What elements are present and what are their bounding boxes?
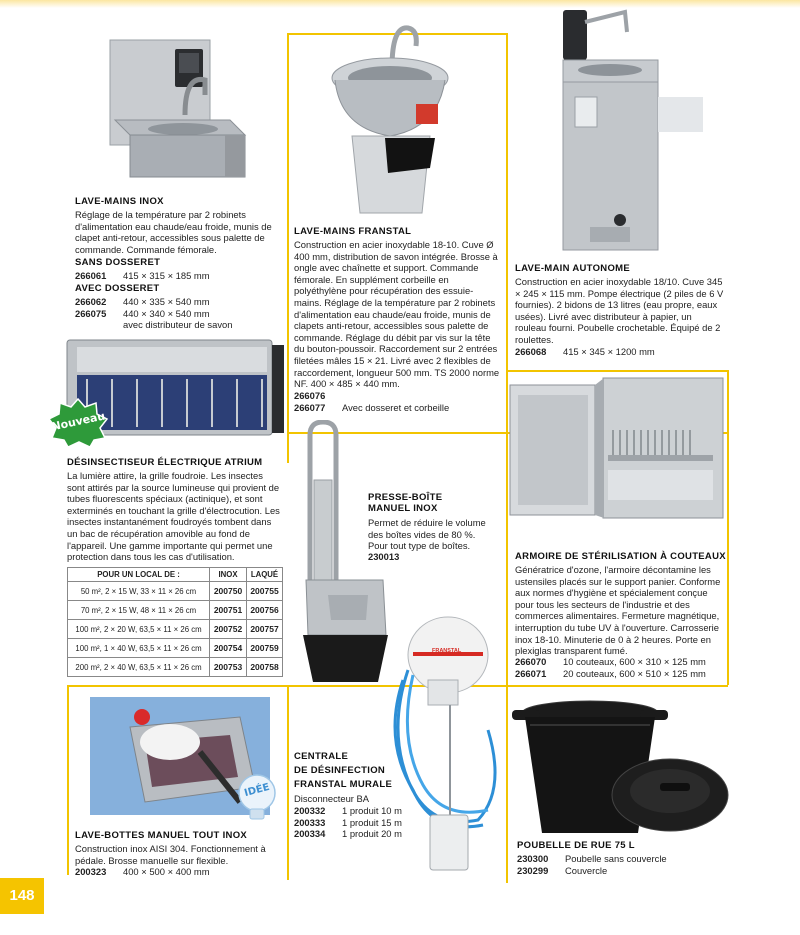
ref-line (517, 853, 707, 865)
table-header: POUR UN LOCAL DE : (68, 568, 210, 582)
presse-boite-description: Permet de réduire le volume des boîtes vides de 80 %. Pour tout type de boîtes. (368, 517, 486, 552)
armoire-title: ARMOIRE DE STÉRILISATION À COUTEAUX (515, 551, 726, 562)
ref-line (294, 828, 424, 840)
divider-line (67, 685, 69, 875)
idee-badge (236, 773, 278, 825)
divider-line (287, 33, 289, 463)
divider-line (287, 685, 289, 880)
lave-main-autonome-title: LAVE-MAIN AUTONOME (515, 263, 630, 274)
ref-line (294, 817, 424, 829)
ref-line (294, 805, 424, 817)
ref-code: 266070 (515, 656, 547, 667)
table-cell: 50 m², 2 × 15 W, 33 × 11 × 26 cm (68, 582, 210, 601)
ref-value: 415 × 315 × 185 mm (123, 270, 210, 281)
ref-value (416, 551, 498, 563)
table-cell: 200755 (247, 582, 283, 601)
centrale-description: Disconnecteur BA (294, 793, 370, 804)
ref-value (342, 390, 504, 402)
desinsectiseur-table (67, 567, 283, 677)
ref-line (515, 656, 727, 668)
poubelle-refs (517, 853, 707, 876)
ref-code: 230299 (517, 864, 549, 876)
lave-main-autonome-image (555, 2, 705, 252)
table-cell: 200757 (247, 620, 283, 639)
presse-boite-title-1: PRESSE-BOÎTE (368, 492, 443, 503)
desinsectiseur-title: DÉSINSECTISEUR ÉLECTRIQUE ATRIUM (67, 457, 263, 468)
lave-mains-franstal-description: Construction en acier inoxydable 18-10. Cuve Ø 400 mm, distribution de savon intégrée. Brosse à ongle avec chaînette et support. Commande fémorale. En supplément corbeille en polyéthylène pour récupération des essuie-mains. Réglage de la température par 2 robinets d'alimentation eau chaude/eau froide, munis de clapets anti-retour, accessibles sous palette de commande. Réglage du débit par vis sur la tête du bouton-poussoir. Raccordement sur 2 entrées filetées mâles 15 × 21. Livré avec 2 flexibles de raccordement, longueur 500 mm. TS 2000 norme NF. 400 × 485 × 440 mm. (294, 239, 500, 390)
ref-value: Poubelle sans couvercle (565, 853, 667, 864)
ref-value: 440 × 340 × 540 mm (123, 307, 210, 319)
centrale-refs (294, 805, 424, 840)
table-row (68, 620, 283, 639)
ref-line (368, 551, 498, 563)
table-row (68, 639, 283, 658)
poubelle-title: POUBELLE DE RUE 75 L (517, 840, 635, 851)
table-cell: 200758 (247, 658, 283, 677)
lave-mains-inox-title: LAVE-MAINS INOX (75, 196, 164, 207)
ref-code: 266071 (515, 667, 547, 679)
table-cell: 200759 (247, 639, 283, 658)
ref-line (515, 668, 727, 680)
ref-code: 266061 (75, 270, 107, 281)
table-cell: 200 m², 2 × 40 W, 63,5 × 11 × 26 cm (68, 658, 210, 677)
ref-value: 20 couteaux, 600 × 510 × 125 mm (563, 667, 706, 679)
ref-code: 200333 (294, 816, 326, 828)
table-cell: 100 m², 1 × 40 W, 63,5 × 11 × 26 cm (68, 639, 210, 658)
table-cell: 200756 (247, 601, 283, 620)
lave-mains-franstal-image (330, 18, 465, 218)
lave-main-autonome-refs (515, 346, 725, 358)
ref-value: 415 × 345 × 1200 mm (563, 346, 655, 357)
ref-code: 266076 (294, 390, 326, 401)
table-cell: 200750 (210, 582, 247, 601)
presse-boite-refs (368, 551, 498, 563)
table-row (68, 601, 283, 620)
ref-code: 266062 (75, 296, 107, 307)
centrale-title-3: FRANSTAL MURALE (294, 779, 393, 790)
ref-line (75, 319, 285, 331)
lave-mains-inox-image (105, 35, 255, 185)
idee-badge-text: IDÉE (243, 781, 271, 800)
table-cell: 70 m², 2 × 15 W, 48 × 11 × 26 cm (68, 601, 210, 620)
ref-line (75, 308, 285, 320)
presse-boite-title-2: MANUEL INOX (368, 503, 438, 514)
ref-line (75, 866, 280, 878)
nouveau-badge-text: Nouveau (50, 409, 107, 434)
armoire-description: Génératrice d'ozone, l'armoire décontamine les ustensiles placés sur le support panier. Conforme aux normes d'hygiène et spécialement conçue pour tous les secteurs de l'industrie et des commerces alimentaires. Fermeture magnétique, interruption du tube UV à l'ouverture. Carrosserie inox 18-10. Minuterie de 0 à 2 heures. Porte en plexiglas transparent fumé. (515, 564, 721, 657)
ref-value: 1 produit 10 m (342, 805, 402, 816)
nouveau-badge (47, 397, 109, 449)
table-cell: 200753 (210, 658, 247, 677)
ref-code: 266068 (515, 346, 547, 357)
table-row (68, 658, 283, 677)
poubelle-image (510, 695, 732, 835)
ref-value: 1 produit 20 m (342, 828, 402, 840)
ref-code (75, 319, 123, 331)
ref-value: 440 × 335 × 540 mm (123, 296, 210, 307)
table-row (68, 582, 283, 601)
table-header: LAQUÉ (247, 568, 283, 582)
table-cell: 100 m², 2 × 20 W, 63,5 × 11 × 26 cm (68, 620, 210, 639)
ref-code: 266077 (294, 401, 326, 413)
desinsectiseur-description: La lumière attire, la grille foudroie. Les insectes sont attirés par la source lumineuse qui provient de tubes fluorescents spéciaux (actinique), et sont exterminés en touchant la grille d'électrocution. Les insectes instantanément foudroyés tombent dans un bac de récupération amovible au fond de l'appareil. Une gamme importante qui permet une protection dans tous les cas d'utilisation. (67, 470, 280, 563)
table-cell: 200754 (210, 639, 247, 658)
ref-code: 200334 (294, 828, 326, 840)
ref-value: 400 × 500 × 400 mm (123, 866, 210, 877)
table-header-row (68, 568, 283, 582)
lave-bottes-refs (75, 866, 280, 878)
ref-code: 230300 (517, 853, 549, 864)
armoire-refs (515, 656, 727, 679)
lave-main-autonome-description: Construction en acier inoxydable 18/10. Cuve 345 × 245 × 115 mm. Pompe électrique (2 piles de 6 V fournies). 2 bidons de 13 litres (eau propre, eaux usées). Livré avec distributeur à papier, un rouleau fourni. Poubelle crochetable. Équipé de 2 roulettes. (515, 276, 724, 345)
table-cell: 200751 (210, 601, 247, 620)
ref-value: avec distributeur de savon (123, 319, 233, 331)
ref-line (517, 865, 707, 877)
centrale-brand-label: FRANSTAL (432, 648, 462, 654)
centrale-title-1: CENTRALE (294, 751, 349, 762)
ref-code: 200323 (75, 866, 107, 877)
lave-mains-franstal-title: LAVE-MAINS FRANSTAL (294, 226, 412, 237)
ref-line (294, 390, 504, 402)
ref-code: 266075 (75, 307, 107, 319)
ref-code: 230013 (368, 551, 400, 562)
lave-mains-franstal-refs (294, 390, 504, 413)
ref-value: 1 produit 15 m (342, 816, 402, 828)
ref-value: 10 couteaux, 600 × 310 × 125 mm (563, 656, 706, 667)
ref-line (75, 270, 285, 282)
armoire-image (508, 360, 728, 535)
ref-line (75, 296, 285, 308)
avec-dosseret-label: AVEC DOSSERET (75, 283, 160, 294)
ref-value: Avec dosseret et corbeille (342, 401, 450, 413)
lave-bottes-description: Construction inox AISI 304. Fonctionnement à pédale. Brosse manuelle sur flexible. (75, 843, 266, 866)
lave-bottes-title: LAVE-BOTTES MANUEL TOUT INOX (75, 830, 248, 841)
ref-code: 200332 (294, 805, 326, 816)
ref-line (515, 346, 725, 358)
table-header: INOX (210, 568, 247, 582)
sans-dosseret-label: SANS DOSSERET (75, 257, 161, 268)
ref-line (294, 402, 504, 414)
centrale-title-2: DE DÉSINFECTION (294, 765, 386, 776)
ref-value: Couvercle (565, 864, 608, 876)
avec-dosseret-refs (75, 296, 285, 331)
table-cell: 200752 (210, 620, 247, 639)
page-number: 148 (0, 878, 44, 914)
lave-mains-inox-description: Réglage de la température par 2 robinets d'alimentation eau chaude/eau froide, munis de clapet anti-retour, accessibles sous palette de commande. Commande fémorale. (75, 209, 272, 255)
